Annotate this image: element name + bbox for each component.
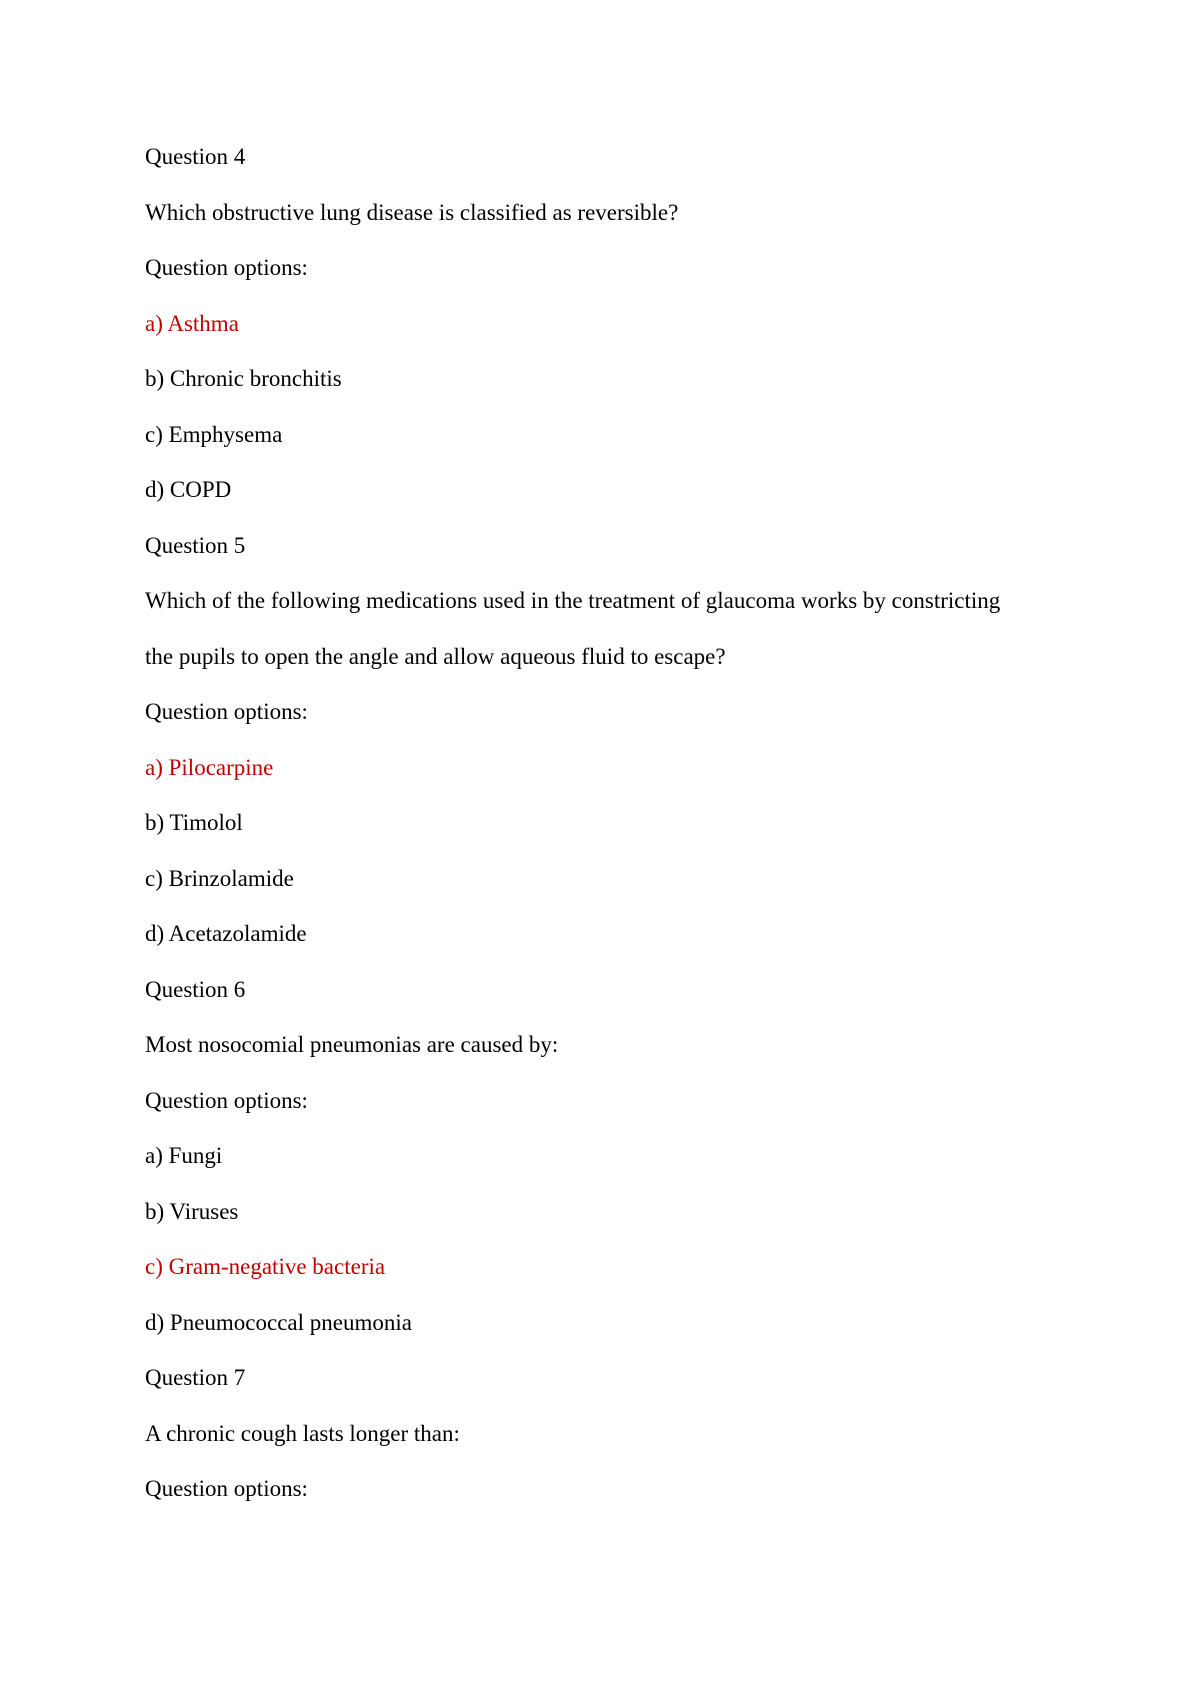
option: a) Fungi	[145, 1143, 223, 1168]
option: d) Acetazolamide	[145, 921, 307, 946]
document-body	[145, 143, 1065, 1531]
option-correct: c) Gram-negative bacteria	[145, 1254, 386, 1279]
options-label: Question options:	[145, 1087, 308, 1113]
option: d) COPD	[145, 477, 232, 502]
option-correct: a) Pilocarpine	[145, 754, 274, 780]
question-text: Which of the following medications used in the treatment of glaucoma works by constricting	[145, 588, 1001, 613]
question-text: Which obstructive lung disease is classified as reversible?	[145, 199, 679, 225]
option-correct: a) Asthma	[145, 310, 239, 336]
option: b) Chronic bronchitis	[145, 366, 342, 391]
option: c) Emphysema	[145, 421, 283, 447]
question-text: A chronic cough lasts longer than:	[145, 1420, 460, 1446]
option: b) Timolol	[145, 810, 243, 835]
option: d) Pneumococcal pneumonia	[145, 1309, 412, 1335]
option: b) Viruses	[145, 1198, 239, 1224]
question-heading: Question 6	[145, 976, 246, 1002]
options-label: Question options:	[145, 699, 308, 724]
options-label: Question options:	[145, 255, 308, 280]
question-heading: Question 4	[145, 144, 246, 169]
question-heading: Question 7	[145, 1365, 246, 1390]
question-heading: Question 5	[145, 532, 246, 558]
options-label: Question options:	[145, 1476, 308, 1501]
option: c) Brinzolamide	[145, 865, 294, 891]
question-text: Most nosocomial pneumonias are caused by:	[145, 1032, 559, 1057]
question-text: the pupils to open the angle and allow aqueous fluid to escape?	[145, 643, 726, 669]
